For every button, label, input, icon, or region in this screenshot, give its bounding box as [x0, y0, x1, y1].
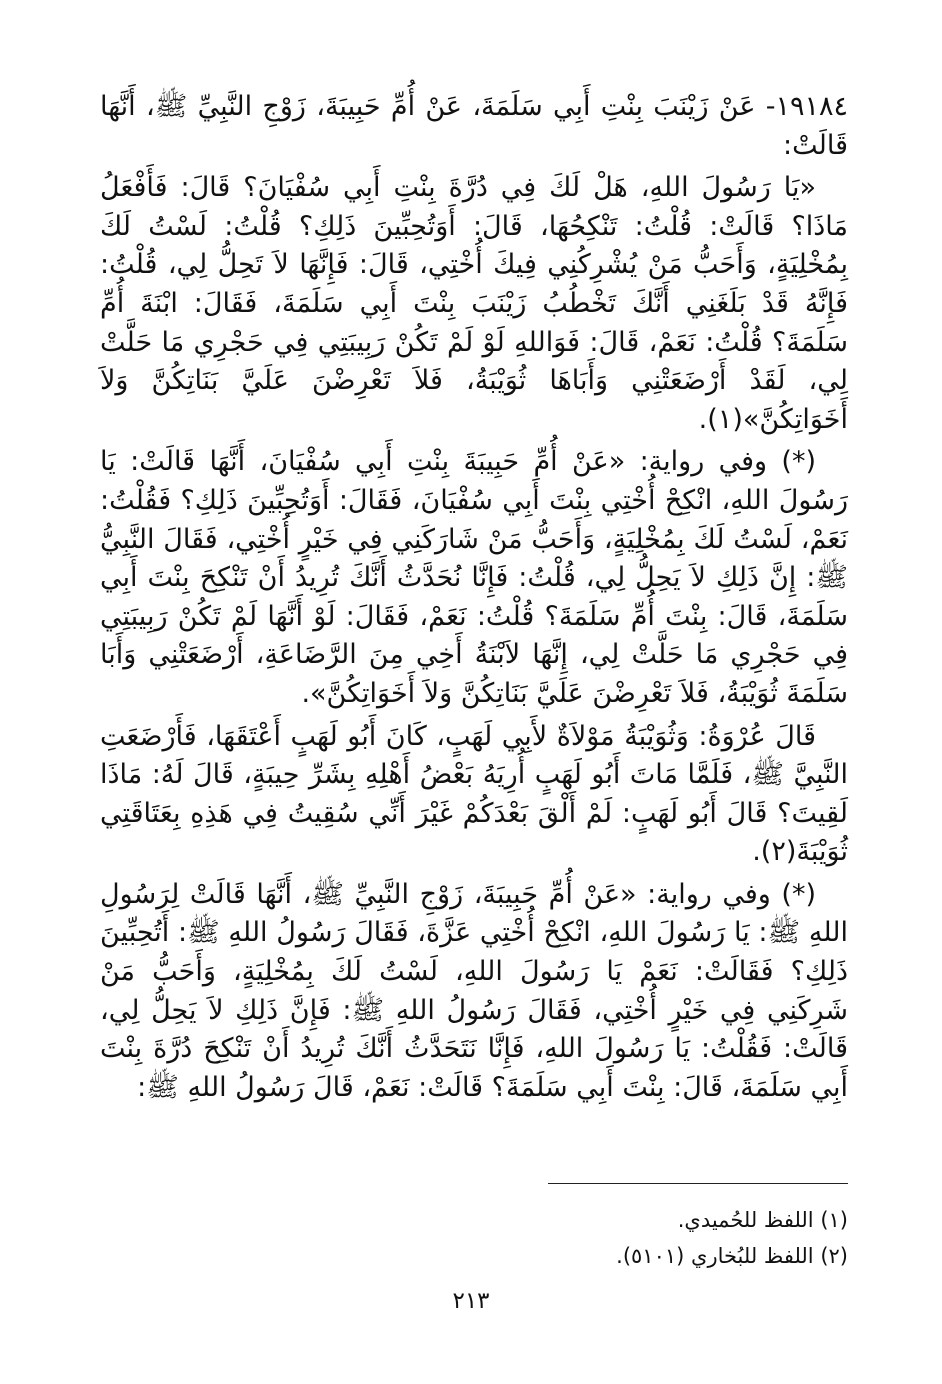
footnote-2: (٢) اللفظ للبُخاري (٥١٠١).: [616, 1244, 848, 1268]
footnotes: [100, 1202, 848, 1274]
footnote-1: (١) اللفظ للحُميدي.: [677, 1208, 848, 1232]
riwaya-paragraph-2: (*) وفي رواية: «عَنْ أُمِّ حَبِيبَةَ، زَوْجِ النَّبِيِّ ﷺ، أَنَّهَا قَالَتْ لِرَسُولِ اللهِ ﷺ: يَا رَسُولَ اللهِ، انْكِحْ أُخْتِي عَزَّةَ، فَقَالَ رَسُولُ اللهِ ﷺ: أَتُحِبِّينَ ذَلِكِ؟ فَقَالَتْ: نَعَمْ يَا رَسُولَ اللهِ، لَسْتُ لَكَ بِمُخْلِيَةٍ، وَأَحَبُّ مَنْ شَرِكَنِي فِي خَيْرٍ أُخْتِي، فَقَالَ رَسُولُ اللهِ ﷺ: فَإِنَّ ذَلِكِ لاَ يَحِلُّ لِي، قَالَتْ: فَقُلْتُ: يَا رَسُولَ اللهِ، فَإِنَّا نَتَحَدَّثُ أَنَّكَ تُرِيدُ أَنْ تَنْكِحَ دُرَّةَ بِنْتَ أَبِي سَلَمَةَ، قَالَ: بِنْتَ أَبِي سَلَمَةَ؟ قَالَتْ: نَعَمْ، قَالَ رَسُولُ اللهِ ﷺ:: [100, 878, 848, 1103]
page-number: ٢١٣: [452, 1288, 490, 1314]
footnote-divider: [548, 1183, 848, 1184]
urwa-paragraph: قَالَ عُرْوَةُ: وَثُوَيْبَةُ مَوْلاَةٌ لأَبِي لَهَبٍ، كَانَ أَبُو لَهَبٍ أَعْتَقَهَا، فَأَرْضَعَتِ النَّبِيَّ ﷺ، فَلَمَّا مَاتَ أَبُو لَهَبٍ أُرِيَهُ بَعْضُ أَهْلِهِ بِشَرِّ حِيبَةٍ، قَالَ لَهُ: مَاذَا لَقِيتَ؟ قَالَ أَبُو لَهَبٍ: لَمْ أَلْقَ بَعْدَكُمْ غَيْرَ أَنِّي سُقِيتُ فِي هَذِهِ بِعَتَاقَتِي ثُوَيْبَةَ(٢).: [100, 720, 848, 868]
hadith-heading-paragraph: ١٩١٨٤- عَنْ زَيْنَبَ بِنْتِ أَبِي سَلَمَةَ، عَنْ أُمِّ حَبِيبَةَ، زَوْجِ النَّبِيِّ ﷺ، أَنَّهَا قَالَتْ:: [100, 91, 848, 161]
riwaya-paragraph-1: (*) وفي رواية: «عَنْ أُمِّ حَبِيبَةَ بِنْتِ أَبِي سُفْيَانَ، أَنَّهَا قَالَتْ: يَا رَسُولَ اللهِ، انْكِحْ أُخْتِي بِنْتَ أَبِي سُفْيَانَ، فَقَالَ: أَوَتُحِبِّينَ ذَلِكِ؟ فَقُلْتُ: نَعَمْ، لَسْتُ لَكَ بِمُخْلِيَةٍ، وَأَحَبُّ مَنْ شَارَكَنِي فِي خَيْرٍ أُخْتِي، فَقَالَ النَّبِيُّ ﷺ: إِنَّ ذَلِكِ لاَ يَحِلُّ لِي، قُلْتُ: فَإِنَّا نُحَدَّثُ أَنَّكَ تُرِيدُ أَنْ تَنْكِحَ بِنْتَ أَبِي سَلَمَةَ، قَالَ: بِنْتَ أُمِّ سَلَمَةَ؟ قُلْتُ: نَعَمْ، فَقَالَ: لَوْ أَنَّهَا لَمْ تَكُنْ رَبِيبَتِي فِي حَجْرِي مَا حَلَّتْ لِي، إِنَّهَا لاَبْنَةُ أَخِي مِنَ الرَّضَاعَةِ، أَرْضَعَتْنِي وَأَبَا سَلَمَةَ ثُوَيْبَةُ، فَلاَ تَعْرِضْنَ عَلَيَّ بَنَاتِكُنَّ وَلاَ أَخَوَاتِكُنَّ».: [100, 446, 848, 709]
main-text: [100, 88, 848, 1111]
hadith-text-paragraph: «يَا رَسُولَ اللهِ، هَلْ لَكَ فِي دُرَّةَ بِنْتِ أَبِي سُفْيَانَ؟ قَالَ: فَأَفْعَلُ مَاذَا؟ قَالَتْ: قُلْتُ: تَنْكِحُهَا، قَالَ: أَوَتُحِبِّينَ ذَلِكِ؟ قُلْتُ: لَسْتُ لَكَ بِمُخْلِيَةٍ، وَأَحَبُّ مَنْ يُشْرِكُنِي فِيكَ أُخْتِي، قَالَ: فَإِنَّهَا لاَ تَحِلُّ لِي، قُلْتُ: فَإِنَّهُ قَدْ بَلَغَنِي أَنَّكَ تَخْطُبُ زَيْنَبَ بِنْتَ أَبِي سَلَمَةَ، فَقَالَ: ابْنَةَ أُمِّ سَلَمَةَ؟ قُلْتُ: نَعَمْ، قَالَ: فَوَاللهِ لَوْ لَمْ تَكُنْ رَبِيبَتِي فِي حَجْرِي مَا حَلَّتْ لِي، لَقَدْ أَرْضَعَتْنِي وَأَبَاهَا ثُوَيْبَةُ، فَلاَ تَعْرِضْنَ عَلَيَّ بَنَاتِكُنَّ وَلاَ أَخَوَاتِكُنَّ»(١).: [100, 172, 848, 435]
